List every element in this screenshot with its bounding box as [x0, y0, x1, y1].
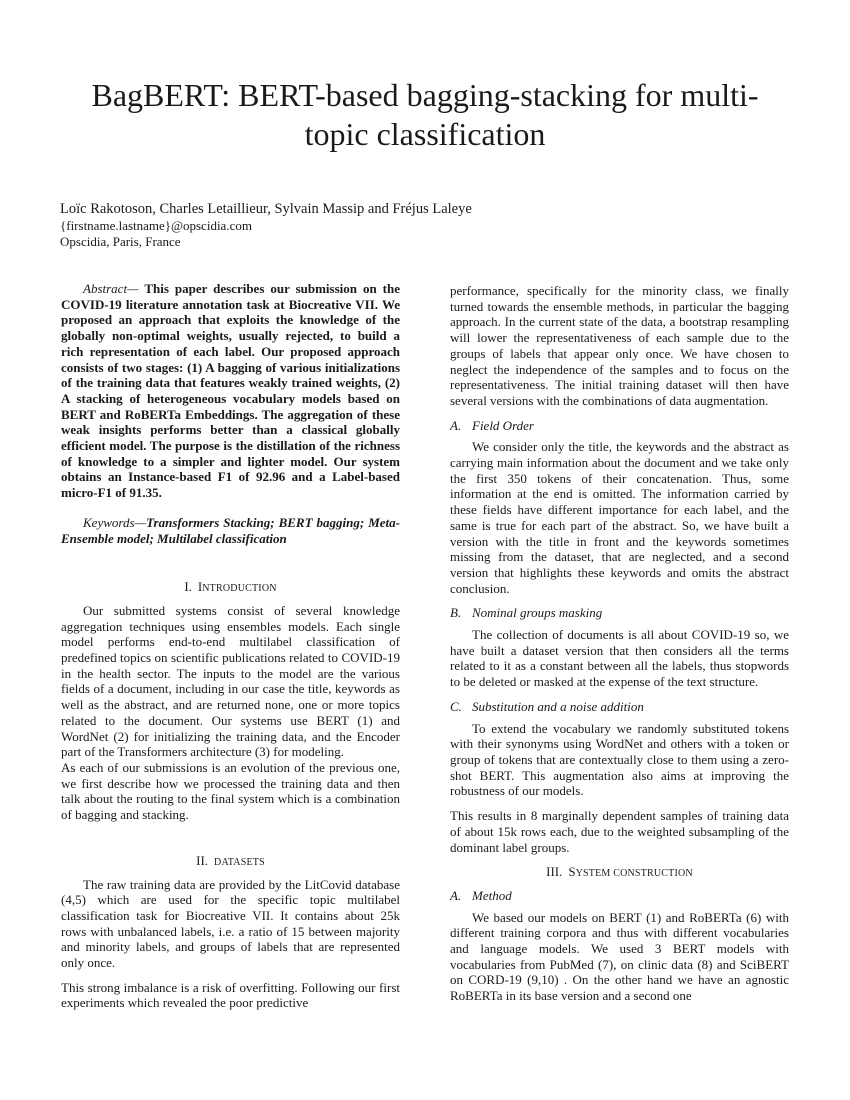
author-email: {firstname.lastname}@opscidia.com: [60, 218, 252, 233]
nominal-groups-paragraph: The collection of documents is all about COVID-19 so, we have built a dataset version that then considers all the terms related to it as a constant between all the labels, thus stopwords to be deleted or masked at the expense of the text structure.: [450, 627, 789, 690]
keywords-lead: Keywords—: [83, 514, 147, 530]
datasets-paragraph-2-continued: performance, specifically for the minority class, we finally turned towards the ensemble methods, in particular the bagging approach. In the current state of the data, a bootstrap resampling will lower the representativeness of each sample due to the groups of labels that appear only once. We have chosen to neglect the independence of the samples and to focus on the representativeness. The initial training dataset will then have several versions with the combinations of data augmentation.: [450, 283, 789, 408]
paper-title: BagBERT: BERT-based bagging-stacking for multi-topic classification: [91, 77, 759, 152]
right-column: [450, 283, 789, 1004]
author-block: [60, 200, 790, 250]
section-heading-datasets: II. DATASETS: [196, 852, 265, 868]
subsection-heading-nominal-groups: B. Nominal groups masking: [450, 605, 603, 621]
datasets-paragraph-1: The raw training data are provided by the LitCovid database (4,5) which are used for the specific topic multilabel classification task for Biocreative VII. It contains about 25k rows with unbalanced labels, i.e. a ratio of 15 between majority and minority labels, and groups of labels that are represented only once.: [61, 876, 400, 971]
subsection-heading-method: A. Method: [450, 887, 512, 903]
section-heading-system-construction: III. SYSTEM CONSTRUCTION: [546, 864, 693, 880]
substitution-paragraph-2: This results in 8 marginally dependent samples of training data of about 15k rows each, due to the weighted subsampling of the dominant label groups.: [450, 808, 789, 855]
section-heading-introduction: I. INTRODUCTION: [184, 579, 277, 595]
abstract-text: This paper describes our submission on the COVID-19 literature annotation task at Biocreative VII. We proposed an approach that exploits the knowledge of the globally non-optimal weights, usually rejected, to build a rich representation of each label. Our proposed approach consists of two stages: (1) A bagging of various initializations of the training data that features weakly trained weights, (2) A stacking of heterogeneous vocabulary models based on BERT and RoBERTa Embeddings. The aggregation of these weak insights performs better than a classical globally efficient model. The purpose is the distillation of the richness of knowledge to a simpler and lighter model. Our system obtains an Instance-based F1 of 92.96 and a Label-based micro-F1 of 91.35.: [61, 281, 400, 501]
intro-paragraph-2: As each of our submissions is an evolution of the previous one, we first describe how we processed the training data and then talk about the routing to the final system which is a combination of bagging and stacking.: [61, 759, 400, 823]
datasets-paragraph-2: This strong imbalance is a risk of overfitting. Following our first experiments which revealed the poor predictive: [61, 979, 400, 1011]
method-paragraph: We based our models on BERT (1) and RoBERTa (6) with different training corpora and thus with different vocabularies and language models. We used 3 BERT models with vocabularies from PubMed (7), on clinic data (8) and SciBERT on CORD-19 (9,10) . On the other hand we have an agnostic RoBERTa in its base version and a second one: [450, 909, 789, 1004]
abstract: [61, 281, 400, 501]
subsection-heading-substitution: C. Substitution and a noise addition: [450, 698, 644, 714]
abstract-lead: Abstract—: [83, 281, 139, 296]
field-order-paragraph: We consider only the title, the keywords and the abstract as carrying main information about the document and we take only the first 350 tokens of their concatenation. Thus, some information at the end is omitted. The information carried by these fields have different importance for each label, and the same is true for each part of the abstract. So, we have built a version with the title in front and the keywords sometimes missing from the dataset, that are neglected, and a second version that highlights these keywords and omits the abstract conclusion.: [450, 439, 789, 596]
subsection-heading-field-order: A. Field Order: [450, 417, 534, 433]
substitution-paragraph-1: To extend the vocabulary we randomly substituted tokens with their synonyms using WordNet and others with a token or group of tokens that are contextually close to them using a zero-shot BERT. This augmentation also aims at improving the robustness of our models.: [450, 720, 789, 799]
author-list: Loïc Rakotoson, Charles Letaillieur, Sylvain Massip and Fréjus Laleye: [60, 201, 472, 217]
keywords-text: Transformers Stacking; BERT bagging; Meta-Ensemble model; Multilabel classification: [61, 514, 400, 546]
intro-paragraph-1: Our submitted systems consist of several knowledge aggregation techniques using ensembles models. Each single model performs end-to-end multilabel classification of predefined topics on scientific publications related to COVID-19 in the health sector. The inputs to the model are the various fields of a document, including in our case the title, keywords as well as the abstract, and are returned none, one or more topics related to the document. Our systems use BERT (1) and WordNet (2) for initializing the training data, and the Encoder part of the Transformers architecture (3) for modeling.: [61, 602, 400, 760]
author-affiliation: Opscidia, Paris, France: [60, 234, 181, 249]
keywords: [61, 515, 400, 546]
left-column: [61, 281, 400, 1011]
